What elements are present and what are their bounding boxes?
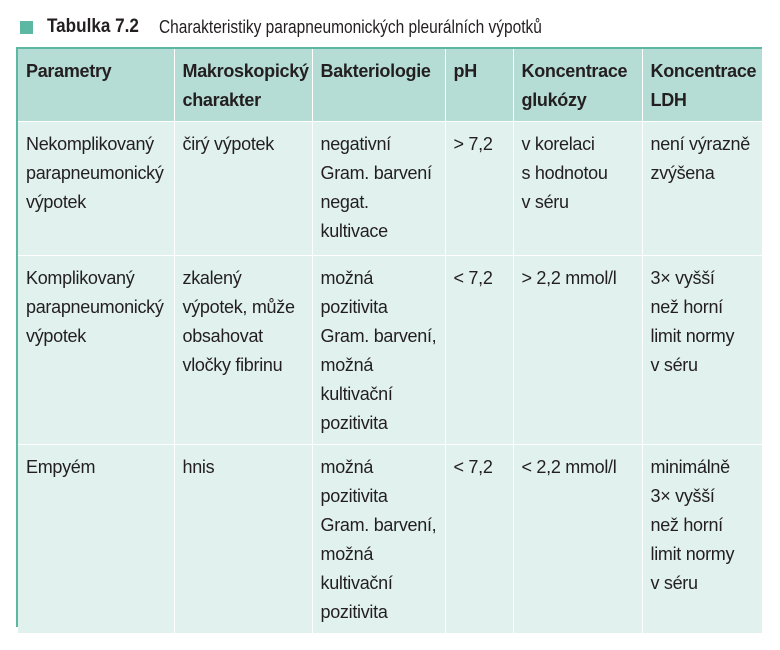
caption-square-icon	[20, 21, 33, 34]
table-cell: < 7,2	[445, 445, 513, 634]
header-cell: Parametry	[18, 49, 174, 122]
table-cell: negativní Gram. barvení negat. kultivace	[312, 122, 445, 256]
table-cell: není výrazně zvýšena	[642, 122, 762, 256]
table-title: Charakteristiky parapneumonických pleurálních výpotků	[159, 16, 542, 37]
header-cell: Makroskopický charakter	[174, 49, 312, 122]
header-cell: pH	[445, 49, 513, 122]
header-cell: Koncentrace glukózy	[513, 49, 642, 122]
table-cell: možná pozitivita Gram. barvení, možná kultivační pozitivita	[312, 256, 445, 445]
header-cell: Koncentrace LDH	[642, 49, 762, 122]
header-row	[18, 49, 762, 122]
header-cell: Bakteriologie	[312, 49, 445, 122]
table-cell: < 2,2 mmol/l	[513, 445, 642, 634]
table-cell: Komplikovaný parapneumonický výpotek	[18, 256, 174, 445]
table-number: Tabulka 7.2	[47, 16, 139, 37]
table-cell: možná pozitivita Gram. barvení, možná kultivační pozitivita	[312, 445, 445, 634]
table-cell: v korelaci s hodnotou v séru	[513, 122, 642, 256]
table-row	[18, 445, 762, 634]
table-cell: Nekomplikovaný parapneumonický výpotek	[18, 122, 174, 256]
table-row	[18, 122, 762, 256]
table-cell: > 7,2	[445, 122, 513, 256]
parapneumonic-effusion-table	[18, 49, 762, 633]
table-cell: zkalený výpotek, může obsahovat vločky fibrinu	[174, 256, 312, 445]
table-cell: < 7,2	[445, 256, 513, 445]
table-caption	[20, 14, 604, 40]
table-cell: čirý výpotek	[174, 122, 312, 256]
table-row	[18, 256, 762, 445]
table-cell: 3× vyšší než horní limit normy v séru	[642, 256, 762, 445]
table-cell: > 2,2 mmol/l	[513, 256, 642, 445]
table-cell: minimálně 3× vyšší než horní limit normy v séru	[642, 445, 762, 634]
table-cell: Empyém	[18, 445, 174, 634]
table-frame	[16, 47, 762, 627]
table-cell: hnis	[174, 445, 312, 634]
